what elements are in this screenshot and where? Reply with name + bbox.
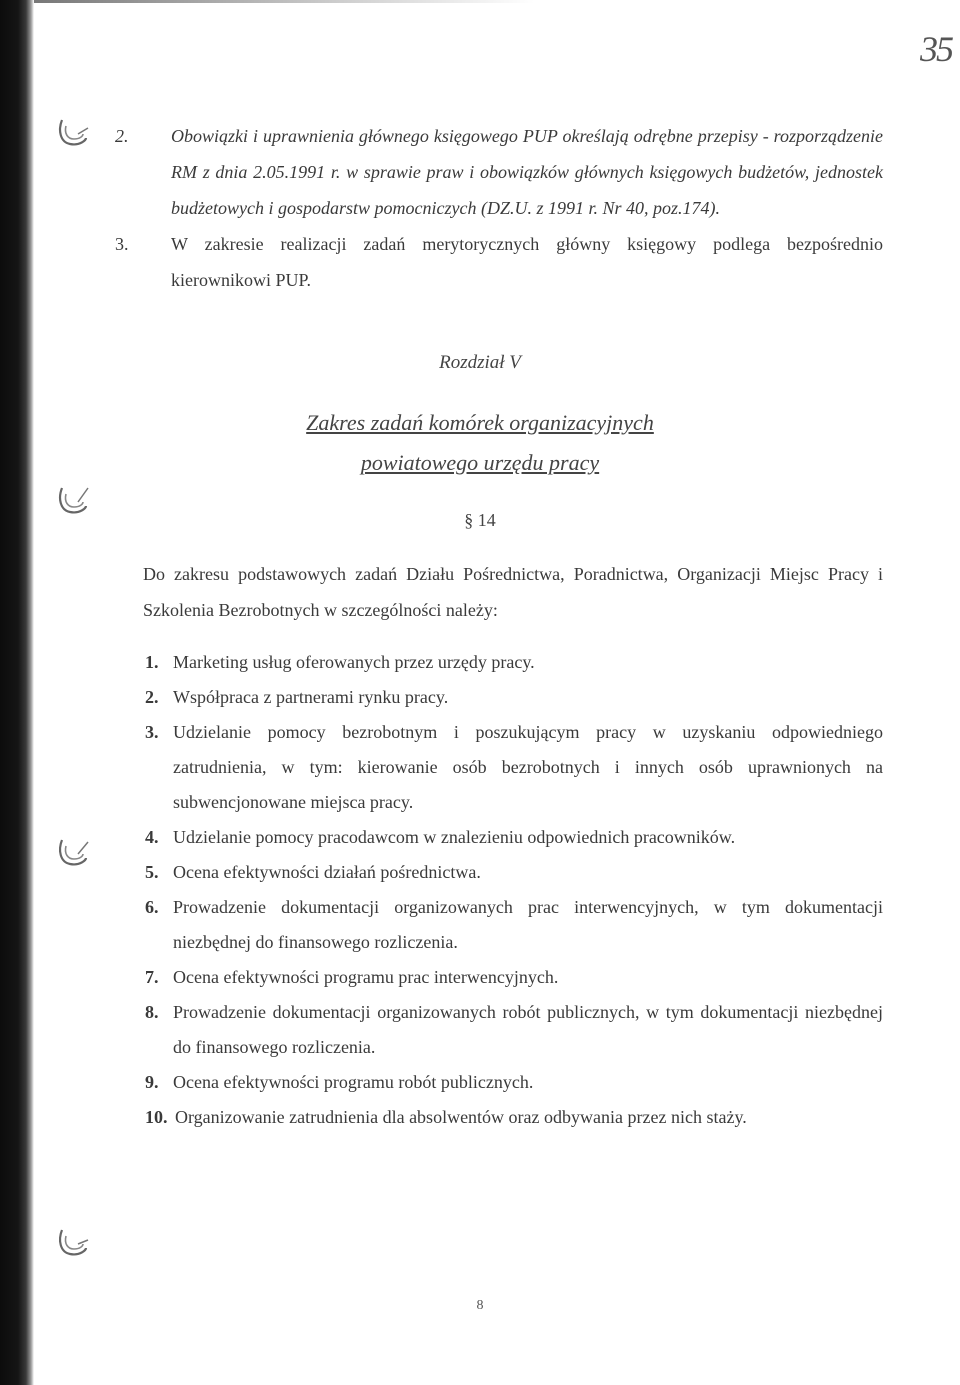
list-item: [145, 645, 883, 680]
paragraph-text: W zakresie realizacji zadań merytorycznych główny księgowy podlega bezpośrednio kierownikowi PUP.: [171, 234, 883, 290]
list-item: [145, 680, 883, 715]
list-text: Organizowanie zatrudnienia dla absolwentów oraz odbywania przez nich staży.: [175, 1107, 747, 1127]
list-item: [145, 995, 883, 1065]
chapter-subtitle-line-2: powiatowego urzędu pracy: [360, 450, 600, 475]
list-text: Ocena efektywności programu robót publicznych.: [173, 1072, 534, 1092]
intro-block: [143, 556, 883, 628]
list-text: Ocena efektywności działań pośrednictwa.: [173, 862, 481, 882]
binding-edge: [0, 0, 34, 1385]
list-text: Prowadzenie dokumentacji organizowanych prac interwencyjnych, w tym dokumentacji niezbędnej do finansowego rozliczenia.: [173, 897, 883, 952]
list-number: 10.: [145, 1107, 168, 1127]
intro-paragraph: Do zakresu podstawowych zadań Działu Pośrednictwa, Poradnictwa, Organizacji Miejsc Pracy i Szkolenia Bezrobotnych w szczególności należy:: [143, 564, 883, 620]
list-text: Ocena efektywności programu prac interwencyjnych.: [173, 967, 559, 987]
binder-clip-icon: [56, 112, 92, 152]
chapter-title: Rozdział V: [439, 352, 521, 373]
corner-page-number: 35: [920, 29, 952, 69]
list-item: [145, 1065, 883, 1100]
list-number: 9.: [145, 1072, 159, 1092]
list-item: [145, 960, 883, 995]
footer-page-number: 8: [476, 1298, 484, 1313]
list-number: 8.: [145, 1002, 159, 1022]
list-item: [145, 715, 883, 820]
paragraph-number: 3.: [115, 234, 129, 254]
binder-clip-icon: [56, 1222, 92, 1262]
list-text: Współpraca z partnerami rynku pracy.: [173, 687, 449, 707]
list-text: Udzielanie pomocy bezrobotnym i poszukującym pracy w uzyskaniu odpowiedniego zatrudnienia, w tym: kierowanie osób bezrobotnych i innych osób uprawnionych na subwencjonowane miejsca pracy.: [173, 722, 883, 812]
paragraph-3: [115, 226, 883, 298]
list-item: [145, 890, 883, 960]
list-number: 6.: [145, 897, 159, 917]
list-number: 1.: [145, 652, 159, 672]
task-list: [145, 645, 883, 1135]
list-item: [145, 820, 883, 855]
list-number: 5.: [145, 862, 159, 882]
paragraph-number: 2.: [115, 126, 129, 146]
chapter-subtitle-line-1: Zakres zadań komórek organizacyjnych: [306, 410, 654, 435]
list-item: [145, 855, 883, 890]
list-number: 2.: [145, 687, 159, 707]
section-mark: § 14: [464, 510, 496, 530]
list-number: 4.: [145, 827, 159, 847]
list-number: 3.: [145, 722, 159, 742]
list-text: Prowadzenie dokumentacji organizowanych robót publicznych, w tym dokumentacji niezbędnej do finansowego rozliczenia.: [173, 1002, 883, 1057]
paragraph-2: [115, 118, 883, 226]
list-number: 7.: [145, 967, 159, 987]
paragraph-text: Obowiązki i uprawnienia głównego księgowego PUP określają odrębne przepisy - rozporządzenie RM z dnia 2.05.1991 r. w sprawie praw i obowiązków głównych księgowych budżetów, jednostek budżetowych i gospodarstw pomocniczych (DZ.U. z 1991 r. Nr 40, poz.174).: [171, 126, 883, 218]
top-paragraphs: [115, 118, 883, 298]
binder-clip-icon: [56, 832, 92, 872]
list-text: Udzielanie pomocy pracodawcom w znalezieniu odpowiednich pracowników.: [173, 827, 736, 847]
list-text: Marketing usług oferowanych przez urzędy pracy.: [173, 652, 535, 672]
scan-top-edge: [34, 0, 534, 3]
list-item: [145, 1100, 883, 1135]
